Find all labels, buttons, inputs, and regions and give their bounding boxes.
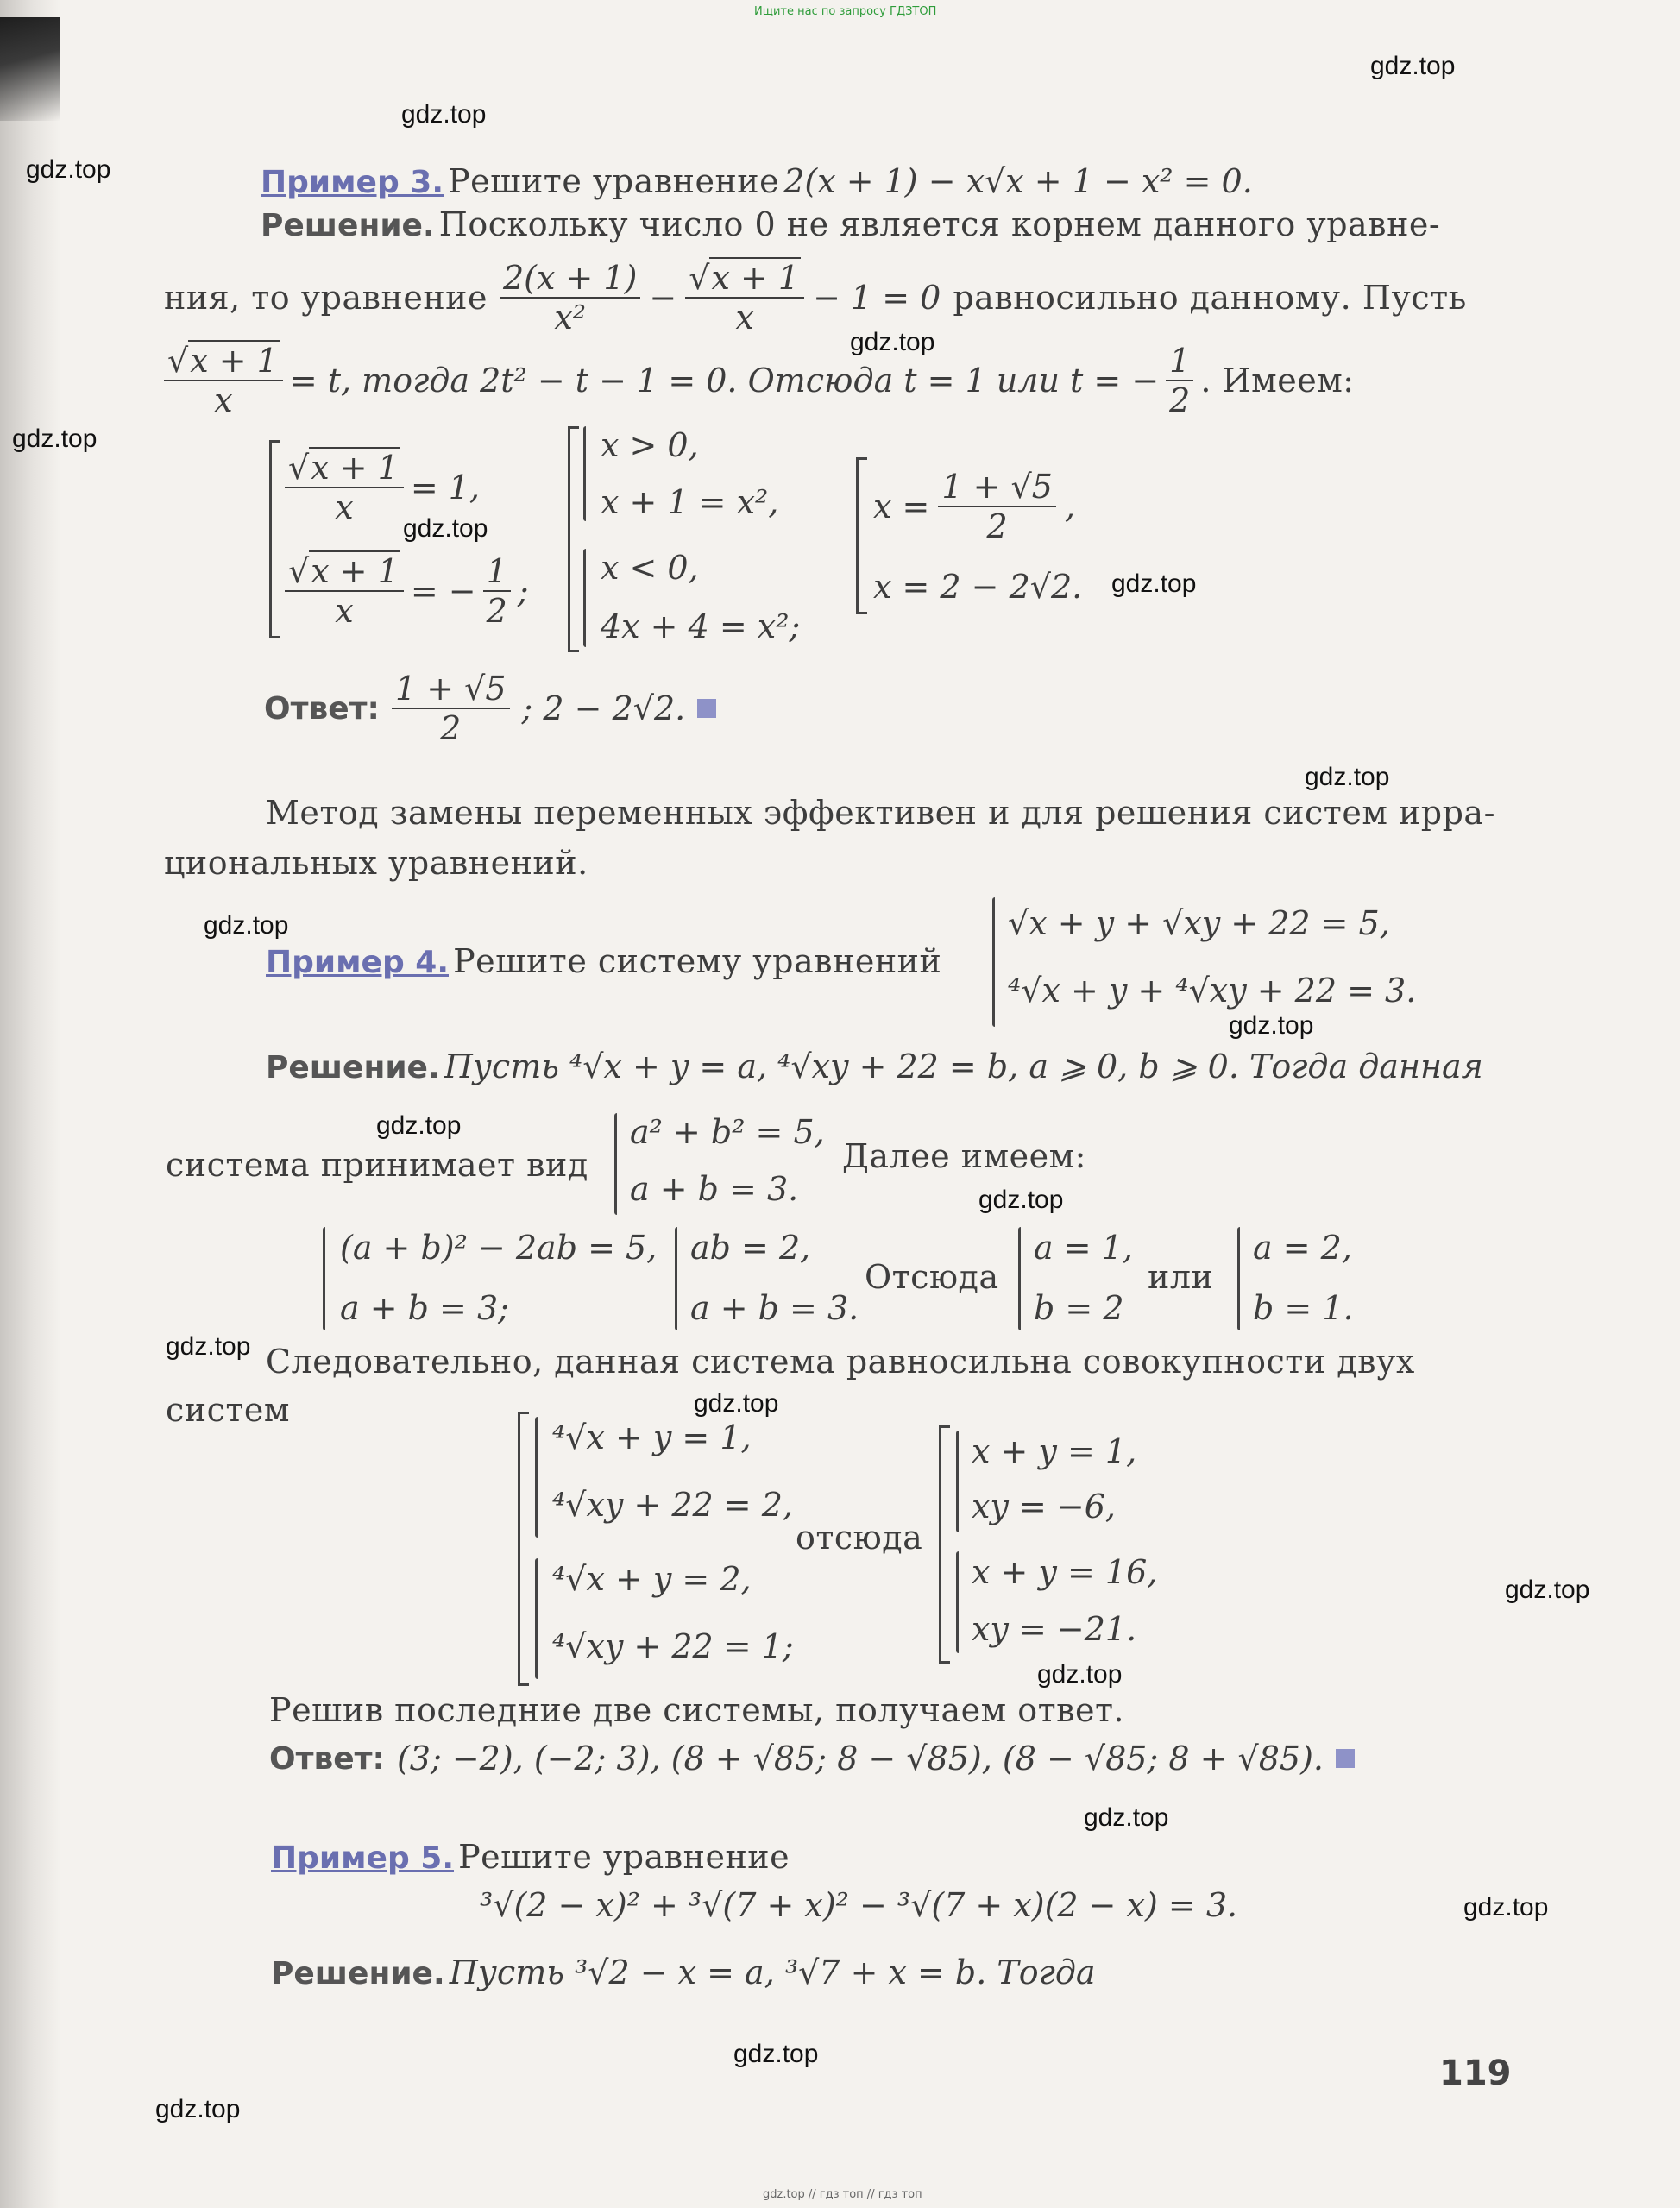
equation-text: b = 2	[1034, 1289, 1124, 1327]
watermark: gdz.top	[204, 911, 289, 940]
system-brace	[323, 1227, 325, 1330]
set-bracket	[568, 426, 579, 652]
equation-text: (a + b)² − 2ab = 5,	[340, 1229, 658, 1267]
book-spine-dark-corner	[0, 17, 60, 121]
watermark: gdz.top	[12, 425, 98, 453]
page-number: 119	[1439, 2054, 1512, 2093]
set-bracket	[518, 1412, 529, 1686]
paragraph-line: систем	[166, 1391, 290, 1429]
answer-text: (3; −2), (−2; 3), (8 + √85; 8 − √85), (8 − √85; 8 + √85).	[396, 1739, 1324, 1777]
solution-text: или	[1148, 1258, 1214, 1296]
equation-text: ⁴√x + y + ⁴√xy + 22 = 3.	[1008, 972, 1417, 1010]
example-5-task: Решите уравнение	[458, 1838, 790, 1876]
equation-text: x + y = 16,	[972, 1553, 1158, 1591]
solution-text: равносильно данному. Пусть	[953, 279, 1467, 317]
watermark: gdz.top	[1084, 1803, 1169, 1832]
solution-text: . Имеем:	[1200, 362, 1355, 399]
equation-text: a² + b² = 5,	[630, 1113, 825, 1151]
system-brace	[583, 426, 586, 521]
equation-text: ⁴√xy + 22 = 2,	[552, 1486, 793, 1524]
equation-text: a = 2,	[1253, 1229, 1352, 1267]
watermark: gdz.top	[1505, 1576, 1590, 1604]
system-brace	[583, 549, 586, 647]
example-4-title: Пример 4.	[266, 945, 449, 980]
fraction: $\frac{1}{2}$	[1166, 342, 1193, 419]
fraction: $\frac{√x + 1}{x}$	[685, 259, 804, 337]
solution-label: Решение.	[266, 1050, 440, 1085]
answer-text: ; 2 − 2√2.	[521, 689, 686, 727]
solution-text: система принимает вид	[166, 1146, 588, 1184]
watermark: gdz.top	[1111, 569, 1197, 598]
fraction: $\frac{1 + √5}{2}$	[938, 468, 1056, 545]
paragraph-line: Следовательно, данная система равносильна совокупности двух	[266, 1343, 1415, 1381]
watermark: gdz.top	[26, 155, 111, 184]
equation-text: x + 1 = x²,	[601, 483, 779, 521]
answer-label: Ответ:	[264, 690, 380, 727]
system-brace	[956, 1431, 959, 1532]
fraction: $\frac{√x + 1}{x}$	[285, 552, 404, 630]
watermark: gdz.top	[850, 328, 935, 356]
example-4-task: Решите систему уравнений	[453, 942, 942, 980]
watermark: gdz.top	[155, 2095, 241, 2123]
example-5-heading	[271, 1838, 790, 1876]
equation-text: x = 2 − 2√2.	[873, 568, 1083, 606]
fraction: $\frac{√x + 1}{x}$	[164, 342, 283, 419]
equation-text: x < 0,	[601, 549, 699, 587]
equation-text: x > 0,	[601, 426, 699, 464]
system-brace	[992, 897, 995, 1027]
solution-label: Решение.	[261, 208, 435, 243]
system-brace	[614, 1113, 617, 1215]
equation-text: a + b = 3.	[630, 1170, 799, 1208]
paragraph-line: Метод замены переменных эффективен и для решения систем ирра-	[266, 794, 1495, 832]
system-brace	[535, 1558, 538, 1679]
solution-text: Далее имеем:	[842, 1137, 1086, 1175]
example-5-title: Пример 5.	[271, 1840, 454, 1876]
set-bracket	[939, 1425, 950, 1664]
system-brace	[1018, 1227, 1021, 1330]
fraction: $\frac{√x + 1}{x}$	[285, 449, 404, 526]
equation-text: ab = 2,	[690, 1229, 811, 1267]
example-3-task: Решите уравнение	[448, 162, 780, 200]
book-spine-shadow	[0, 0, 60, 2208]
equation-text: xy = −6,	[972, 1488, 1116, 1525]
watermark: gdz.top	[166, 1332, 251, 1361]
solution-text: Поскольку число 0 не является корнем данного уравне-	[438, 205, 1441, 243]
example-3-heading	[261, 162, 1253, 200]
system-brace	[956, 1551, 959, 1653]
equation-text: a = 1,	[1034, 1229, 1133, 1267]
solution-text: отсюда	[796, 1519, 923, 1557]
footer-note: gdz.top // гдз топ // гдз топ	[763, 2188, 922, 2201]
header-note: Ищите нас по запросу ГДЗТОП	[754, 5, 937, 18]
watermark: gdz.top	[1229, 1011, 1314, 1040]
substitution-text: = t, тогда 2t² − t − 1 = 0. Отсюда t = 1 или t = −	[289, 362, 1160, 399]
solution-label: Решение.	[271, 1956, 445, 1991]
set-row	[285, 449, 480, 526]
solution-text: Пусть ⁴√x + y = a, ⁴√xy + 22 = b, a ⩾ 0, b ⩾ 0. Тогда данная	[444, 1047, 1483, 1085]
fraction: $\frac{2(x + 1)}{\text{x²}}$	[500, 259, 640, 337]
equation-text: ⁴√xy + 22 = 1;	[552, 1627, 794, 1665]
solution-text: Пусть ³√2 − x = a, ³√7 + x = b. Тогда	[449, 1953, 1096, 1991]
equation-text: = −	[410, 572, 476, 610]
solution-text: ния, то уравнение	[164, 279, 488, 317]
watermark: gdz.top	[376, 1111, 462, 1140]
example-3-line-2	[164, 259, 1467, 337]
paragraph-line: циональных уравнений.	[164, 844, 588, 882]
end-of-solution-marker	[1336, 1749, 1355, 1768]
example-3-equation: 2(x + 1) − x√x + 1 − x² = 0.	[783, 162, 1253, 200]
system-brace	[1237, 1227, 1240, 1330]
watermark: gdz.top	[978, 1186, 1064, 1214]
equation-text: xy = −21.	[972, 1610, 1137, 1648]
example-5-solution-line	[271, 1953, 1096, 1991]
equation-text: x + y = 1,	[972, 1432, 1137, 1470]
paragraph-line: Решив последние две системы, получаем ответ.	[269, 1691, 1125, 1729]
solution-text: Отсюда	[865, 1258, 999, 1296]
example-3-title: Пример 3.	[261, 165, 444, 200]
set-bracket	[269, 440, 280, 638]
equation-text: √x + y + √xy + 22 = 5,	[1008, 904, 1390, 942]
set-row: x = $\frac{1 + √5}{2}$ ,	[873, 468, 1076, 545]
equation-text: = 1,	[410, 469, 481, 506]
example-4-solution-line	[266, 1047, 1483, 1085]
equation-text: a + b = 3;	[340, 1289, 509, 1327]
answer-label: Ответ:	[269, 1740, 385, 1777]
watermark: gdz.top	[1463, 1893, 1549, 1922]
equation-text: a + b = 3.	[690, 1289, 859, 1327]
equivalent-equation: $\frac{2(x + 1)}{\text{x²}}$ − $\frac{√x + 1}{x}$ − 1 = 0	[500, 259, 941, 337]
watermark: gdz.top	[403, 514, 488, 543]
equation-text: ⁴√x + y = 1,	[552, 1419, 752, 1456]
watermark: gdz.top	[733, 2040, 819, 2068]
watermark: gdz.top	[401, 100, 487, 129]
equation-text: b = 1.	[1253, 1289, 1354, 1327]
equation-text: x =	[873, 488, 930, 525]
example-3-solution-line	[261, 205, 1440, 243]
example-5-equation: ³√(2 − x)² + ³√(7 + x)² − ³√(7 + x)(2 − x) = 3.	[480, 1886, 1238, 1924]
example-4-answer	[269, 1739, 1355, 1777]
fraction: $\frac{1 + √5}{2}$	[392, 670, 510, 747]
watermark: gdz.top	[694, 1389, 779, 1418]
system-brace	[535, 1417, 538, 1538]
example-4-heading	[266, 942, 941, 980]
watermark: gdz.top	[1370, 52, 1456, 80]
watermark: gdz.top	[1037, 1660, 1123, 1689]
example-3-answer	[264, 670, 716, 747]
equation-text: ⁴√x + y = 2,	[552, 1560, 752, 1598]
example-3-line-3	[164, 342, 1355, 419]
end-of-solution-marker	[697, 699, 716, 718]
equation-text: 4x + 4 = x²;	[601, 607, 801, 645]
system-brace	[675, 1227, 677, 1330]
set-bracket	[856, 457, 867, 614]
set-row: $\frac{√x + 1}{x}$ = − $\frac{1}{2}$ ;	[285, 552, 529, 630]
watermark: gdz.top	[1305, 763, 1390, 791]
fraction: $\frac{1}{2}$	[483, 552, 511, 630]
